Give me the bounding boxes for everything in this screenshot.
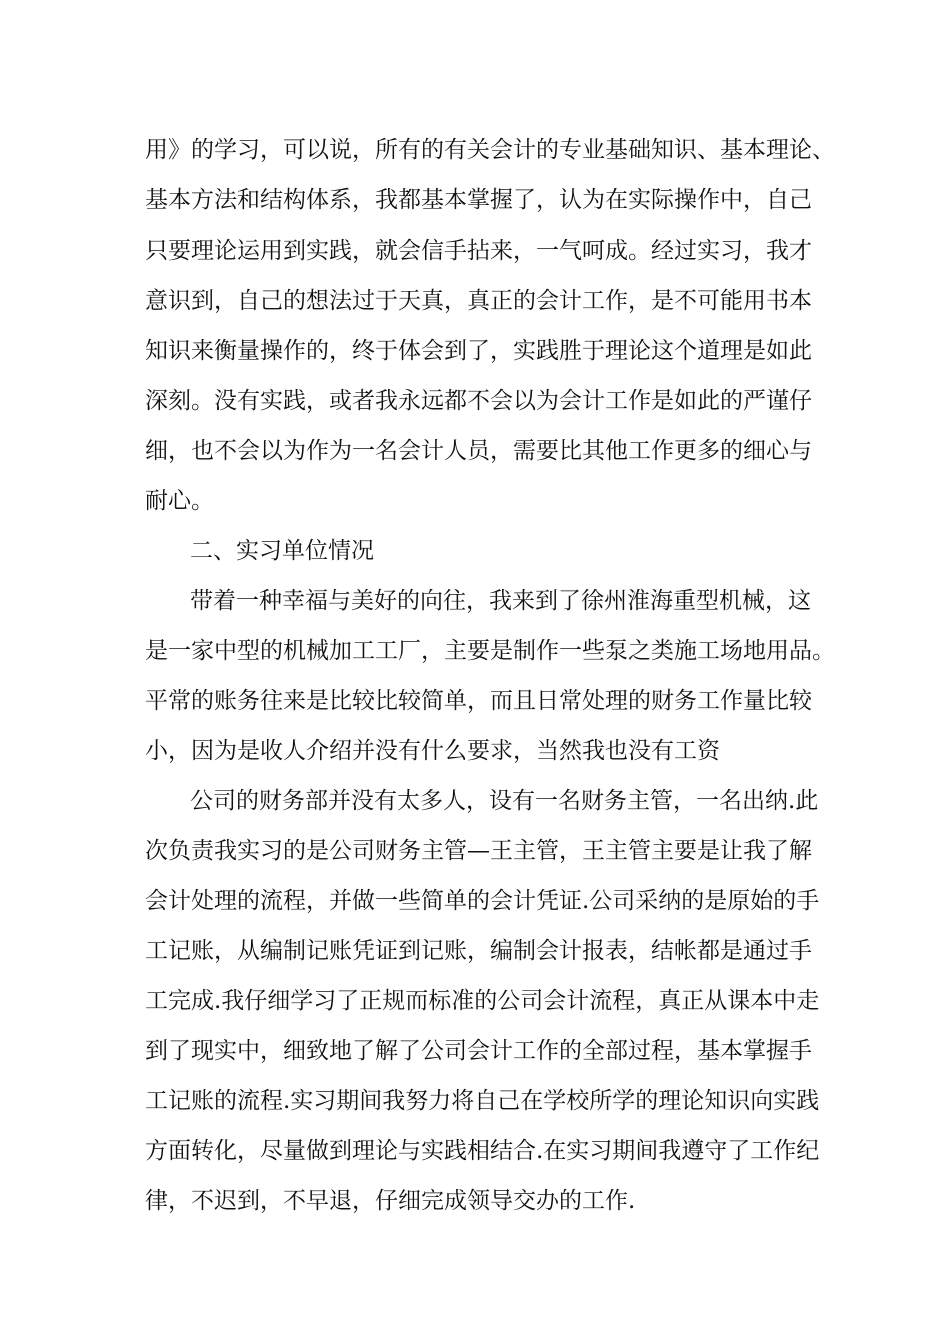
text-line: 平常的账务往来是比较比较简单，而且日常处理的财务工作量比较 [145,688,812,714]
text-line: 工记账，从编制记账凭证到记账，编制会计报表，结帐都是通过手 [145,938,812,964]
section-heading: 二、实习单位情况 [190,538,374,564]
text-line: 只要理论运用到实践，就会信手拈来，一气呵成。经过实习，我才 [145,238,812,264]
text-line: 工记账的流程.实习期间我努力将自己在学校所学的理论知识向实践 [145,1088,820,1114]
text-line: 细，也不会以为作为一名会计人员，需要比其他工作更多的细心与 [145,438,812,464]
text-line: 到了现实中，细致地了解了公司会计工作的全部过程，基本掌握手 [145,1038,812,1064]
text-line: 深刻。没有实践，或者我永远都不会以为会计工作是如此的严谨仔 [145,388,812,414]
text-line: 意识到，自己的想法过于天真，真正的会计工作，是不可能用书本 [145,288,812,314]
text-line: 次负责我实习的是公司财务主管—王主管，王主管主要是让我了解 [145,838,812,864]
text-line: 是一家中型的机械加工工厂，主要是制作一些泵之类施工场地用品。 [145,638,835,664]
text-line: 会计处理的流程，并做一些简单的会计凭证.公司采纳的是原始的手 [145,888,820,914]
text-line: 律，不迟到，不早退，仔细完成领导交办的工作. [145,1188,636,1214]
text-line: 公司的财务部并没有太多人，设有一名财务主管，一名出纳.此 [190,788,819,814]
text-line: 耐心。 [145,488,214,514]
text-line: 基本方法和结构体系，我都基本掌握了，认为在实际操作中，自己 [145,187,812,213]
text-line: 用》的学习，可以说，所有的有关会计的专业基础知识、基本理论、 [145,137,835,163]
text-line: 知识来衡量操作的，终于体会到了，实践胜于理论这个道理是如此 [145,338,812,364]
text-line: 带着一种幸福与美好的向往，我来到了徐州淮海重型机械，这 [190,588,811,614]
text-line: 方面转化，尽量做到理论与实践相结合.在实习期间我遵守了工作纪 [145,1138,820,1164]
text-line: 工完成.我仔细学习了正规而标准的公司会计流程，真正从课本中走 [145,988,820,1014]
text-line: 小，因为是收人介绍并没有什么要求，当然我也没有工资 [145,738,720,764]
